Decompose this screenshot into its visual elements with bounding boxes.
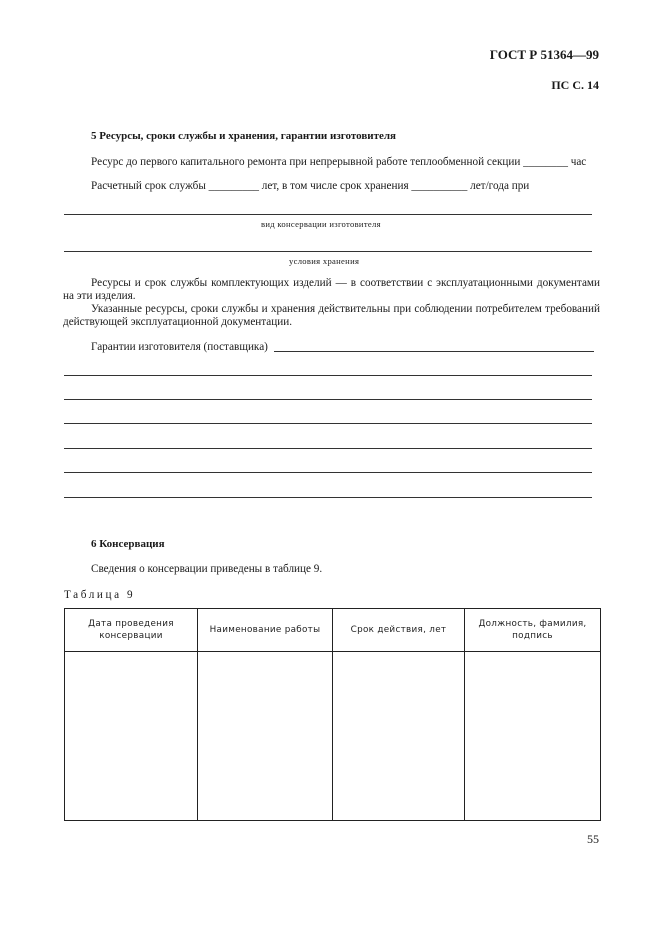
column-header-validity: Срок действия, лет [333, 609, 465, 652]
table-header-row [65, 609, 601, 652]
table-cell [333, 652, 465, 821]
service-life-line: Расчетный срок службы _________ лет, в том числе срок хранения __________ лет/года при [91, 180, 530, 192]
warranty-extra-line-3 [64, 423, 592, 424]
storage-conditions-fill-line [64, 251, 592, 252]
warranty-fill-line [274, 351, 594, 352]
conservation-table [64, 608, 601, 821]
resource-line: Ресурс до первого капитального ремонта при непрерывной работе теплообменной секции ________ час [91, 156, 587, 168]
table-cell [198, 652, 333, 821]
page-number: 55 [587, 832, 599, 846]
section-5-title: 5 Ресурсы, сроки службы и хранения, гарантии изготовителя [91, 130, 397, 142]
conservation-type-caption: вид консервации изготовителя [261, 219, 381, 229]
conservation-intro: Сведения о консервации приведены в таблице 9. [91, 563, 323, 575]
validity-conditions-paragraph: Указанные ресурсы, сроки службы и хранения действительны при соблюдении потребителем требований действующей эксплуатационной документации. [63, 303, 600, 328]
warranty-label: Гарантии изготовителя (поставщика) [91, 341, 268, 353]
storage-conditions-caption: условия хранения [289, 256, 360, 266]
warranty-extra-line-2 [64, 399, 592, 400]
column-header-date: Дата проведения консервации [65, 609, 198, 652]
warranty-extra-line-1 [64, 375, 592, 376]
column-header-work-name: Наименование работы [198, 609, 333, 652]
table-row [65, 652, 601, 821]
column-header-signature: Должность, фамилия, подпись [465, 609, 601, 652]
table-cell [65, 652, 198, 821]
table-cell [465, 652, 601, 821]
warranty-extra-line-5 [64, 472, 592, 473]
table-9-label: Таблица 9 [64, 589, 136, 601]
warranty-extra-line-6 [64, 497, 592, 498]
standard-designation: ГОСТ Р 51364—99 [489, 47, 599, 62]
warranty-extra-line-4 [64, 448, 592, 449]
conservation-type-fill-line [64, 214, 592, 215]
components-resources-paragraph: Ресурсы и срок службы комплектующих изделий — в соответствии с эксплуатационными документами на эти изделия. [63, 277, 600, 302]
section-6-title: 6 Консервация [91, 538, 165, 550]
page-reference: ПС С. 14 [551, 78, 599, 92]
